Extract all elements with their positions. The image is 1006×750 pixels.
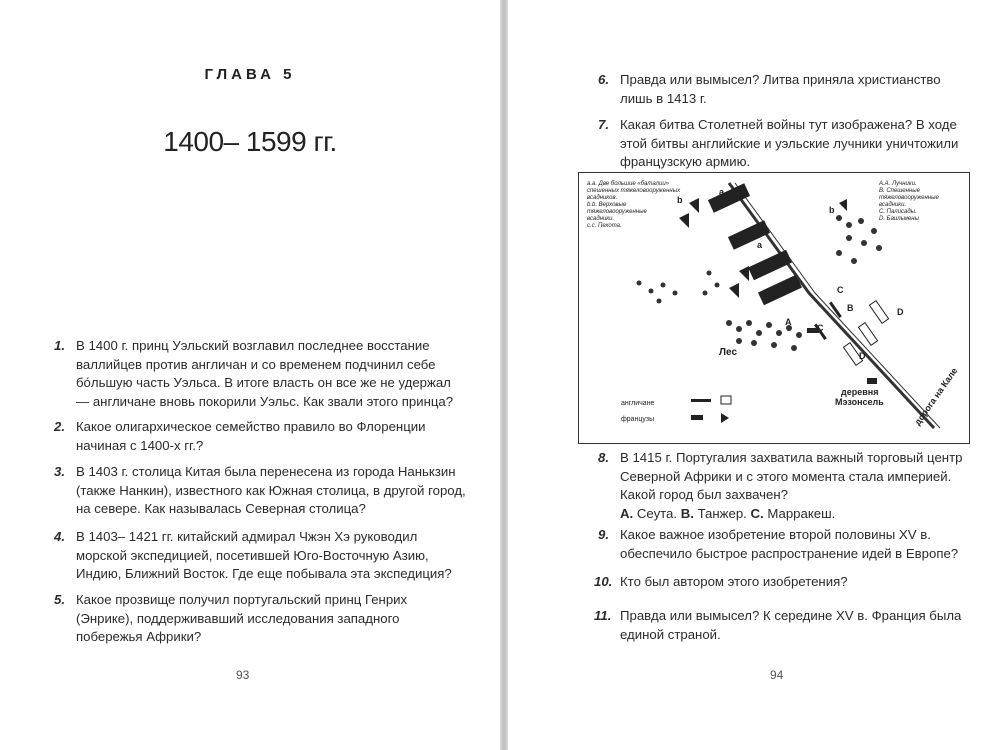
answer-text: Танжер. bbox=[697, 505, 747, 521]
answer-letter: B. bbox=[680, 505, 694, 521]
marker-B: B bbox=[847, 303, 854, 313]
question-text: Правда или вымысел? К середине XV в. Франция была единой страной. bbox=[620, 608, 962, 642]
legend-line: тяжеловооруженные bbox=[879, 195, 939, 201]
question-text: Кто был автором этого изобретения? bbox=[620, 574, 848, 589]
page-number: 94 bbox=[770, 668, 784, 682]
legend-line: тяжеловооруженные bbox=[587, 209, 647, 215]
book-gutter bbox=[500, 0, 508, 750]
legend-line: b.b. Верховые bbox=[587, 202, 627, 208]
marker-a: a bbox=[757, 240, 763, 250]
question-text: Какое прозвище получил португальский принц Генрих (Энрике), поддерживавший исследования западного побережья Африки? bbox=[76, 592, 408, 644]
map-key bbox=[621, 396, 731, 423]
page-number: 93 bbox=[236, 668, 250, 682]
left-page bbox=[0, 0, 500, 750]
answer-options bbox=[620, 505, 972, 524]
marker-c: c bbox=[759, 289, 765, 299]
question-8 bbox=[598, 449, 972, 523]
question-number: 2. bbox=[54, 419, 65, 434]
key-english-symbol bbox=[691, 399, 711, 402]
question-text: В 1400 г. принц Уэльский возглавил последнее восстание валлийцев против англичан и со временем подчинил себе бóльшую часть Уэльса. В итоге власть он все же не удержал — англичане вновь покорили Уэльс. Как звали этого принца? bbox=[76, 338, 454, 409]
question-text: Какое важное изобретение второй половины XV в. обеспечило быстрое распространение идей в Европе? bbox=[620, 527, 959, 561]
question-text: В 1415 г. Португалия захватила важный торговый центр Северной Африки и с этого момента стала империей. Какой город был захвачен? bbox=[620, 450, 963, 502]
question-text: Какое олигархическое семейство правило во Флоренции начиная с 1400-х гг.? bbox=[76, 419, 426, 453]
marker-A: A bbox=[785, 317, 792, 327]
question-10 bbox=[594, 573, 972, 592]
question-number: 10. bbox=[594, 574, 613, 589]
marker-C: C bbox=[837, 285, 844, 295]
key-english-label: англичане bbox=[621, 400, 655, 407]
question-text: В 1403 г. столица Китая была перенесена из города Нанькзин (также Нанкин), известного как Южная столица, в другой город, на севере. Как называлась Северная столица? bbox=[76, 464, 466, 516]
chapter-title: 1400– 1599 гг. bbox=[163, 126, 337, 157]
question-6 bbox=[598, 71, 972, 108]
legend-line: всадников. bbox=[587, 195, 618, 201]
forest-label: Лес bbox=[719, 347, 738, 358]
question-text: Правда или вымысел? Литва приняла христианство лишь в 1413 г. bbox=[620, 72, 941, 106]
marker-C: C bbox=[817, 323, 824, 333]
village-label: Мэзонсель bbox=[835, 397, 884, 407]
question-3 bbox=[54, 463, 466, 519]
question-2 bbox=[54, 418, 466, 455]
question-4 bbox=[54, 528, 466, 584]
marker-D: D bbox=[897, 307, 904, 317]
question-number: 5. bbox=[54, 592, 65, 607]
question-1 bbox=[54, 337, 466, 411]
french-battalions bbox=[708, 183, 802, 305]
question-number: 9. bbox=[598, 527, 609, 542]
legend-line: спешенных тяжеловооруженных bbox=[587, 188, 681, 194]
key-french-label: французы bbox=[621, 416, 655, 423]
village-label: деревня bbox=[841, 387, 879, 397]
legend-line: всадники. bbox=[587, 216, 615, 222]
legend-line: всадники. bbox=[879, 202, 907, 208]
question-number: 4. bbox=[54, 529, 65, 544]
cavalry-flags bbox=[679, 198, 847, 298]
question-text: Какая битва Столетней войны тут изображена? В ходе этой битвы английские и уэльские лучники уничтожили французскую армию. bbox=[620, 117, 959, 169]
key-french-symbol bbox=[691, 415, 703, 420]
marker-a: a bbox=[719, 187, 725, 197]
question-7 bbox=[598, 116, 972, 172]
marker-D: D bbox=[859, 351, 866, 361]
map-legend-left bbox=[587, 181, 681, 229]
legend-line: c.c. Пехота. bbox=[587, 223, 622, 229]
question-number: 8. bbox=[598, 450, 609, 465]
question-number: 11. bbox=[594, 608, 612, 623]
question-number: 7. bbox=[598, 117, 609, 132]
battle-map bbox=[578, 172, 970, 444]
legend-line: A.A. Лучники. bbox=[879, 181, 917, 187]
question-9 bbox=[598, 526, 972, 563]
english-positions bbox=[807, 301, 889, 384]
question-number: 1. bbox=[54, 338, 65, 353]
legend-line: a.a. Две большие «баталии» bbox=[587, 181, 669, 187]
answer-letter: C. bbox=[750, 505, 764, 521]
question-5 bbox=[54, 591, 466, 647]
question-11 bbox=[594, 607, 972, 644]
answer-letter: A. bbox=[620, 505, 634, 521]
question-number: 6. bbox=[598, 72, 609, 87]
marker-b: b bbox=[829, 205, 835, 215]
chapter-label: ГЛАВА 5 bbox=[204, 66, 296, 83]
question-text: В 1403– 1421 гг. китайский адмирал Чжэн Хэ руководил морской экспедицией, посетившей Юго-Восточную Азию, Индию, Ближний Восток. Где еще побывала эта экспедиция? bbox=[76, 529, 452, 581]
legend-line: C. Палисады. bbox=[879, 209, 917, 215]
marker-b: b bbox=[677, 195, 683, 205]
battle-map-illustration bbox=[579, 173, 969, 443]
road-label: дорога на Кале bbox=[912, 365, 960, 428]
map-legend-right bbox=[878, 181, 939, 222]
legend-line: B. Спешенные bbox=[879, 188, 920, 194]
legend-line: D. Баильмены bbox=[879, 216, 919, 222]
answer-text: Сеута. bbox=[636, 505, 678, 521]
question-number: 3. bbox=[54, 464, 65, 479]
answer-text: Марракеш. bbox=[767, 505, 836, 521]
